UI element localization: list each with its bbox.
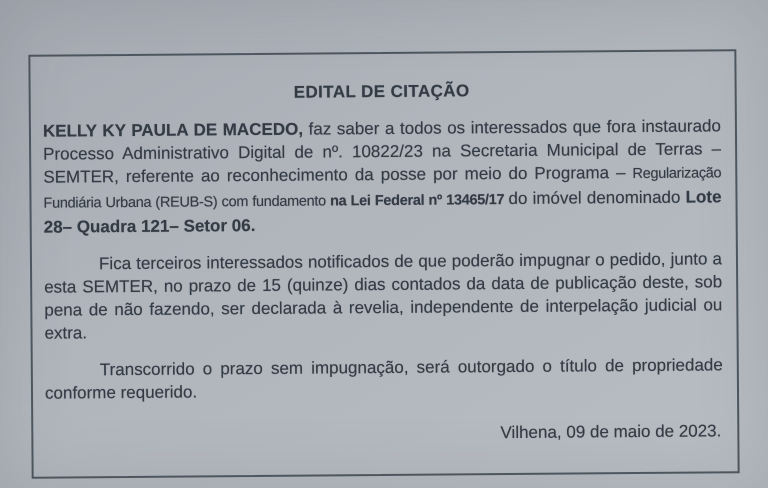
- text-segment: Regularização Fundiária Urbana (REUB-S) com fundamento: [43, 165, 722, 212]
- text-segment: Transcorrido o prazo sem impugnação, será outorgado o título de propriedade conforme requerido.: [44, 355, 723, 403]
- paragraph: [45, 353, 723, 404]
- text-segment: Lote 28– Quadra 121– Setor 06.: [43, 187, 722, 237]
- document-title: EDITAL DE CITAÇÃO: [293, 81, 470, 102]
- text-segment: KELLY KY PAULA DE MACEDO,: [42, 119, 309, 141]
- document-body: [43, 114, 723, 404]
- paragraph: [44, 247, 723, 344]
- document-border: [28, 49, 739, 479]
- date-line: Vilhena, 09 de maio de 2023.: [500, 421, 722, 443]
- paragraph: [43, 114, 722, 238]
- text-segment: do imóvel denominado: [508, 187, 686, 209]
- text-segment: na Lei Federal nº 13465/17: [330, 192, 509, 210]
- text-segment: faz saber a todos os interessados que fora instaurado Processo Administrativo Digital de nº. 10822/23 na Secretaria Municipal de Terras – SEMTER, referente ao reconhecimento da posse por meio do Programa –: [43, 116, 722, 187]
- text-segment: Fica terceiros interessados notificados de que poderão impugnar o pedido, junto a esta SEMTER, no prazo de 15 (quinze) dias contados da data de publicação deste, sob pena de não fazendo, ser declarada à revelia, independente de interpelação judicial ou extra.: [44, 249, 723, 343]
